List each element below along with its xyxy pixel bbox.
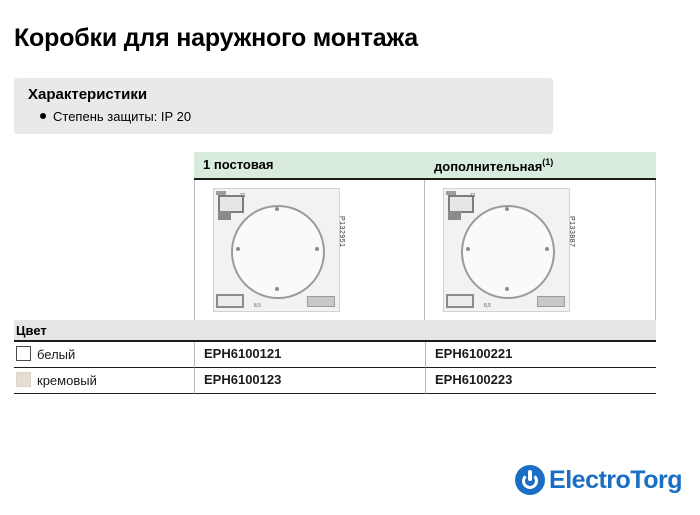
drawing-terminal-tab-2: [448, 211, 461, 220]
reference-cell-2: EPH6100221: [425, 342, 656, 368]
color-section-header: [14, 320, 686, 342]
table-image-row: [14, 180, 686, 320]
characteristics-panel: [14, 78, 553, 134]
drawing-screw-left: [236, 247, 240, 251]
color-swatch-icon: [16, 346, 31, 361]
characteristics-item-text: Степень защиты: IP 20: [53, 109, 192, 124]
page-title: Коробки для наружного монтажа: [14, 24, 418, 52]
color-header-filler: [194, 320, 656, 342]
drawing-screw-right-2: [545, 247, 549, 251]
color-cell-white: [14, 342, 194, 368]
drawing-screw-bottom-2: [505, 287, 509, 291]
reference-cell-2: EPH6100223: [425, 368, 656, 394]
drawing-notch-bottom-left-2: [446, 294, 474, 308]
drawing-terminal-tab: [218, 211, 231, 220]
table-header-row: [14, 152, 686, 180]
characteristics-heading: Характеристики: [28, 86, 148, 103]
column-header-1: [194, 152, 425, 180]
drawing-screw-bottom: [275, 287, 279, 291]
power-icon: [515, 465, 545, 495]
drawing-screw-top-2: [505, 207, 509, 211]
column-header-1-label: 1 постовая: [203, 157, 274, 172]
reference-cell-1: EPH6100123: [194, 368, 425, 394]
drawing-round-opening: [231, 205, 325, 299]
drawing-dimension-bottom: 8,5: [254, 303, 261, 309]
brand-name: ElectroTorg: [549, 465, 682, 494]
bullet-icon: [40, 113, 46, 119]
product-ref-code-2: P133887: [568, 216, 575, 248]
product-drawing-1: [213, 188, 340, 312]
drawing-round-opening-2: [461, 205, 555, 299]
drawing-dimension-top: 71: [240, 193, 246, 199]
product-table: [14, 152, 686, 394]
column-header-2-label: дополнительная: [434, 159, 543, 174]
drawing-notch-bottom-right: [307, 296, 335, 307]
column-header-2-footnote: (1): [542, 157, 554, 167]
drawing-screw-right: [315, 247, 319, 251]
product-image-cell-2: [425, 180, 656, 320]
drawing-notch-bottom-left: [216, 294, 244, 308]
product-drawing-2: [443, 188, 570, 312]
column-header-2: [425, 152, 656, 180]
color-name: белый: [37, 347, 76, 362]
color-header-label: Цвет: [14, 320, 194, 342]
product-image-cell-1: [194, 180, 425, 320]
product-ref-code-1: P132951: [338, 216, 345, 248]
drawing-screw-top: [275, 207, 279, 211]
table-row: [14, 342, 686, 368]
table-row: [14, 368, 686, 394]
brand-logo: [515, 465, 682, 495]
drawing-screw-left-2: [466, 247, 470, 251]
color-swatch-icon: [16, 372, 31, 387]
drawing-dimension-top-2: 71: [470, 193, 476, 199]
color-cell-cream: [14, 368, 194, 394]
reference-cell-1: EPH6100121: [194, 342, 425, 368]
characteristics-item: [40, 109, 191, 124]
color-name: кремовый: [37, 373, 97, 388]
drawing-dimension-bottom-2: 8,5: [484, 303, 491, 309]
drawing-notch-bottom-right-2: [537, 296, 565, 307]
